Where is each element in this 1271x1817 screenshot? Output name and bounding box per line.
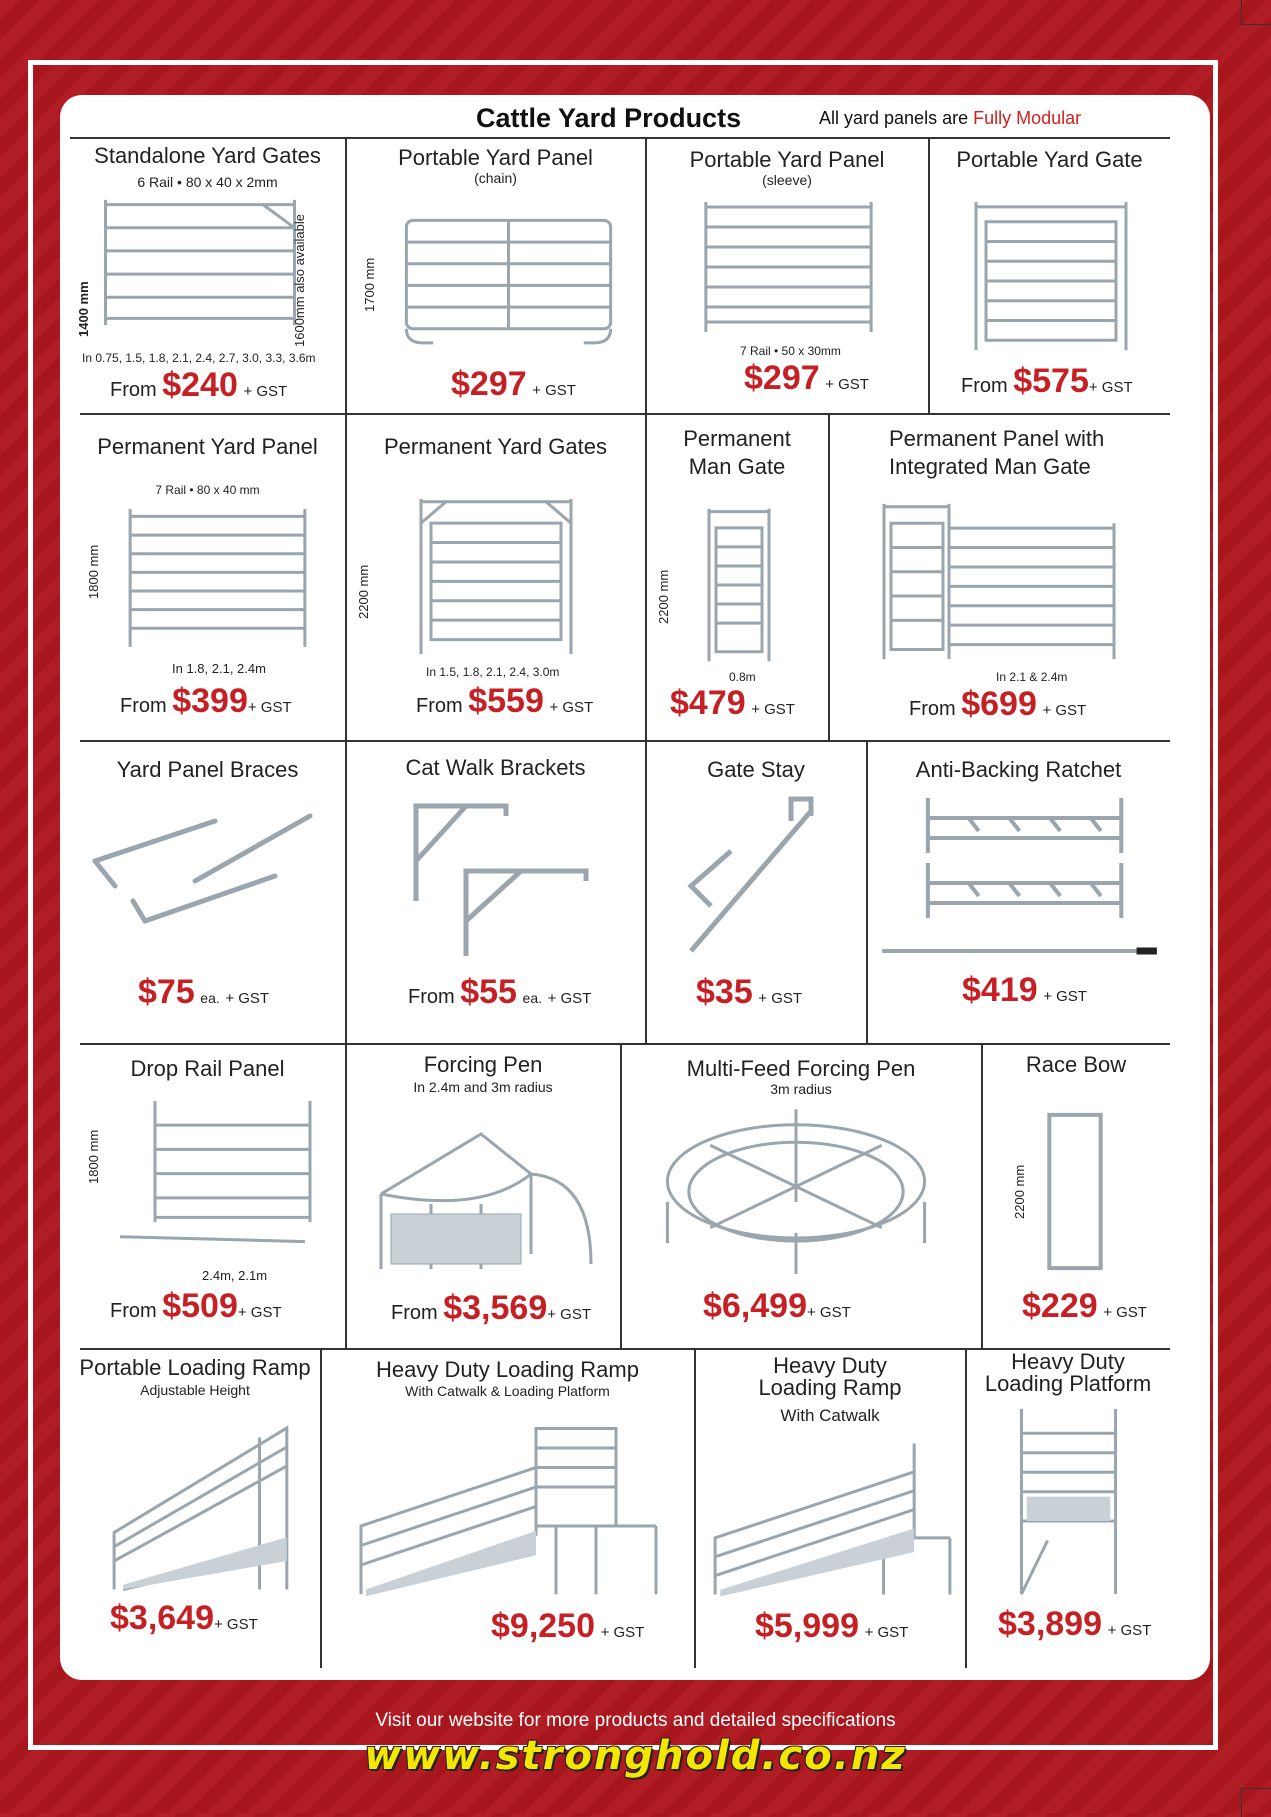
modular-note: All yard panels are Fully Modular (819, 108, 1082, 128)
product-forcing-pen (346, 1044, 620, 1348)
product-cat-walk-brackets (346, 741, 645, 1043)
price-amount: $297 (744, 359, 820, 397)
product-variant: (sleeve) (762, 172, 812, 188)
price: From $559 + GST (416, 682, 594, 720)
product-spec: 7 Rail • 80 x 40 mm (155, 483, 260, 497)
price-amount: $3,569 (443, 1289, 548, 1327)
price: From $399+ GST (120, 682, 292, 720)
product-name: Drop Rail Panel (130, 1056, 285, 1081)
race-bow-image (1044, 1109, 1106, 1274)
price-amount: $9,250 (491, 1607, 595, 1645)
height-dimension: 1400 mm (76, 281, 91, 337)
product-name: Cat Walk Brackets (405, 755, 586, 780)
product-name: Forcing Pen (423, 1052, 543, 1077)
alt-height-note: 1600mm also available (292, 214, 307, 347)
product-name: Anti-Backing Ratchet (915, 757, 1122, 782)
ramp-image (105, 1409, 305, 1599)
product-sub: In 2.4m and 3m radius (413, 1079, 553, 1095)
product-hd-loading-ramp (695, 1349, 965, 1669)
product-name: Race Bow (1025, 1052, 1127, 1077)
panel-image (401, 215, 616, 345)
price-amount: $5,999 (755, 1607, 859, 1645)
gate-image (704, 504, 774, 666)
price-amount: $399 (172, 682, 248, 720)
gate-stay-image (671, 791, 831, 961)
product-drop-rail-panel (70, 1044, 345, 1348)
product-anti-backing-ratchet (867, 741, 1170, 1043)
product-name: Portable Yard Gate (956, 147, 1143, 172)
price-amount: $229 (1022, 1287, 1098, 1325)
product-spec: 6 Rail • 80 x 40 x 2mm (137, 174, 278, 190)
price: From $699 + GST (909, 685, 1087, 723)
product-hd-loading-ramp-platform (321, 1349, 694, 1669)
price: $6,499+ GST (703, 1287, 851, 1325)
price: From $575+ GST (961, 362, 1133, 400)
product-name: Portable Yard Panel (689, 147, 885, 172)
product-standalone-yard-gates (70, 137, 345, 413)
height-dimension: 1700 mm (362, 257, 377, 312)
gate-image (95, 195, 305, 330)
platform-image (1011, 1404, 1126, 1599)
product-gate-stay (646, 741, 866, 1043)
website-link[interactable]: www.stronghold.co.nz (364, 1733, 907, 1779)
product-sheet (60, 95, 1210, 1680)
product-name-line2: Man Gate (688, 454, 786, 479)
product-hd-loading-platform (966, 1349, 1170, 1669)
height-dimension: 1800 mm (86, 1129, 101, 1184)
product-portable-yard-gate (929, 137, 1170, 413)
panel-image (125, 504, 310, 649)
price-amount: $699 (961, 685, 1037, 723)
price: From $240 + GST (110, 366, 288, 404)
price: $35 + GST (696, 973, 803, 1011)
price-amount: $35 (696, 973, 753, 1011)
product-permanent-man-gate (646, 414, 828, 740)
product-name-line2: Loading Platform (984, 1371, 1152, 1396)
price-amount: $55 (460, 973, 517, 1011)
price-amount: $419 (962, 971, 1038, 1009)
size-options: In 1.8, 2.1, 2.4m (172, 661, 266, 676)
product-sub: Adjustable Height (140, 1382, 250, 1398)
product-permanent-yard-gates (346, 414, 645, 740)
price-amount: $479 (670, 684, 746, 722)
product-name: Permanent Yard Gates (384, 434, 607, 459)
height-dimension: 1800 mm (86, 544, 101, 599)
panel-image (701, 197, 876, 337)
product-sub: With Catwalk & Loading Platform (405, 1383, 610, 1399)
size-options: In 1.5, 1.8, 2.1, 2.4, 3.0m (426, 665, 560, 679)
ratchet-image (877, 793, 1162, 973)
modular-highlight: Fully Modular (973, 108, 1082, 128)
footer-text: Visit our website for more products and detailed specifications (375, 1710, 896, 1731)
product-portable-yard-panel-sleeve (646, 137, 928, 413)
crop-mark-top-right (1241, 0, 1271, 25)
price: $229 + GST (1022, 1287, 1147, 1325)
product-multi-feed-forcing-pen (621, 1044, 981, 1348)
page-title: Cattle Yard Products (476, 103, 742, 133)
product-name-line2: Loading Ramp (758, 1375, 902, 1400)
height-dimension: 2200 mm (356, 564, 371, 619)
price-amount: $6,499 (703, 1287, 807, 1325)
height-dimension: 2200 mm (1012, 1164, 1027, 1219)
product-name: Multi-Feed Forcing Pen (686, 1056, 916, 1081)
product-name: Heavy Duty Loading Ramp (376, 1357, 639, 1382)
product-name: Standalone Yard Gates (94, 143, 321, 168)
product-name-line1: Heavy Duty (773, 1353, 887, 1378)
price: $9,250 + GST (491, 1607, 645, 1645)
product-permanent-yard-panel (70, 414, 345, 740)
product-name-line2: Integrated Man Gate (889, 454, 1091, 479)
price-amount: $297 (451, 365, 527, 403)
product-variant: (chain) (474, 170, 517, 186)
height-dimension: 2200 mm (656, 569, 671, 624)
size-options: In 2.1 & 2.4m (996, 670, 1068, 684)
panel-image (115, 1096, 315, 1261)
price-amount: $3,899 (998, 1605, 1102, 1643)
product-name: Gate Stay (707, 757, 805, 782)
brackets-image (406, 801, 606, 961)
product-name-line1: Heavy Duty (1011, 1349, 1125, 1374)
product-name: Permanent Yard Panel (97, 434, 318, 459)
price: $3,649+ GST (110, 1599, 258, 1637)
product-race-bow (982, 1044, 1170, 1348)
panel-gate-image (879, 499, 1119, 664)
product-name: Portable Loading Ramp (79, 1355, 311, 1380)
price-amount: $3,649 (110, 1599, 214, 1637)
gate-image (971, 197, 1131, 355)
price-amount: $509 (162, 1287, 238, 1325)
product-yard-panel-braces (70, 741, 345, 1043)
size-options: 2.4m, 2.1m (202, 1268, 268, 1283)
price: From $3,569+ GST (391, 1289, 591, 1327)
price: From $55 ea. + GST (408, 973, 592, 1011)
product-name: Yard Panel Braces (116, 757, 299, 782)
ramp-image (710, 1434, 955, 1604)
size-options: In 0.75, 1.5, 1.8, 2.1, 2.4, 2.7, 3.0, 3.3, 3.6m (82, 351, 316, 365)
price: $419 + GST (962, 971, 1087, 1009)
product-sub: 3m radius (770, 1081, 832, 1097)
price: $297 + GST (451, 365, 576, 403)
price: $479 + GST (670, 684, 795, 722)
price: $75 ea. + GST (138, 973, 270, 1011)
price: From $509+ GST (110, 1287, 282, 1325)
price-amount: $240 (162, 366, 238, 404)
braces-image (85, 801, 325, 951)
price-amount: $75 (138, 973, 195, 1011)
gate-width: 0.8m (729, 670, 756, 684)
rail-spec: 7 Rail • 50 x 30mm (740, 344, 841, 358)
product-name-line1: Permanent (683, 426, 791, 451)
forcing-pen-image (371, 1104, 601, 1274)
price-amount: $559 (468, 682, 544, 720)
product-name: Portable Yard Panel (398, 145, 593, 170)
product-name-line1: Permanent Panel with (889, 426, 1105, 451)
product-sub: With Catwalk (780, 1406, 880, 1425)
price: $5,999 + GST (755, 1607, 909, 1645)
product-portable-loading-ramp (70, 1349, 320, 1669)
product-portable-yard-panel-chain (346, 137, 645, 413)
gate-image (416, 494, 576, 659)
price-amount: $575 (1013, 362, 1089, 400)
price: $297 + GST (744, 359, 869, 397)
ramp-image (356, 1409, 666, 1604)
price: $3,899 + GST (998, 1605, 1152, 1643)
forcing-pen-image (646, 1099, 946, 1274)
product-permanent-panel-man-gate (829, 414, 1170, 740)
